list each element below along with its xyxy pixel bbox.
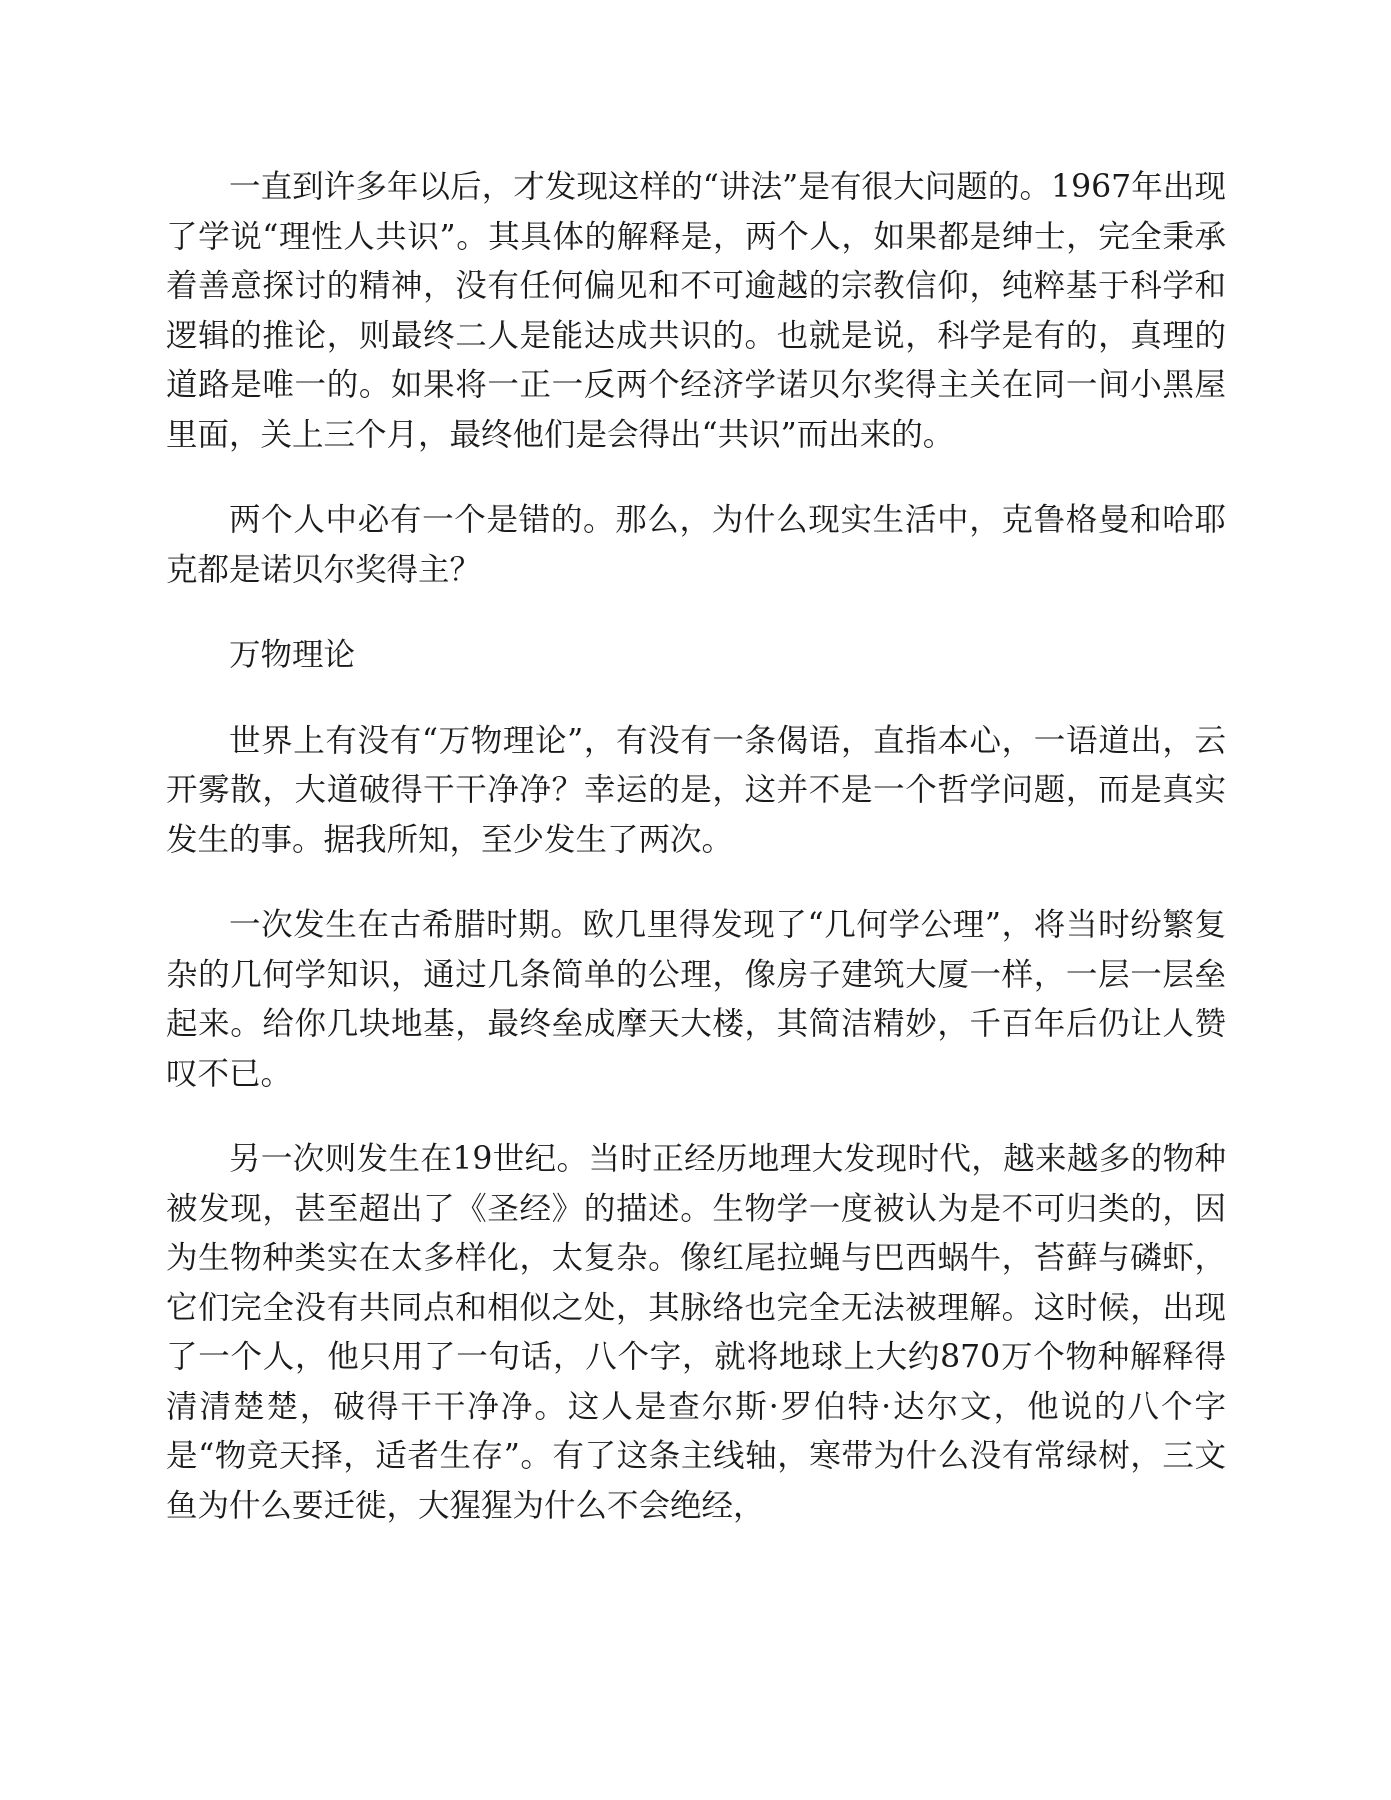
paragraph-nobel-question: 两个人中必有一个是错的。那么，为什么现实生活中，克鲁格曼和哈耶克都是诺贝尔奖得主？ (166, 502, 1226, 588)
paragraph-darwin: 另一次则发生在19世纪。当时正经历地理大发现时代，越来越多的物种被发现，甚至超出了《圣经》的描述。生物学一度被认为是不可归类的，因为生物种类实在太多样化，太复杂。像红尾拉蝇与巴西蜗牛，苔藓与磷虾，它们完全没有共同点和相似之处，其脉络也完全无法被理解。这时候，出现了一个人，他只用了一句话，八个字，就将地球上大约870万个物种解释得清清楚楚，破得干干净净。这人是查尔斯·罗伯特·达尔文，他说的八个字是“物竞天择，适者生存”。有了这条主线轴，寒带为什么没有常绿树，三文鱼为什么要迁徙，大猩猩为什么不会绝经， (166, 1141, 1226, 1524)
paragraph-consensus-theory: 一直到许多年以后，才发现这样的“讲法”是有很大问题的。1967年出现了学说“理性人共识”。其具体的解释是，两个人，如果都是绅士，完全秉承着善意探讨的精神，没有任何偏见和不可逾越的宗教信仰，纯粹基于科学和逻辑的推论，则最终二人是能达成共识的。也就是说，科学是有的，真理的道路是唯一的。如果将一正一反两个经济学诺贝尔奖得主关在同一间小黑屋里面，关上三个月，最终他们是会得出“共识”而出来的。 (166, 169, 1226, 453)
paragraph-theory-of-everything: 世界上有没有“万物理论”，有没有一条偈语，直指本心，一语道出，云开雾散，大道破得干干净净？幸运的是，这并不是一个哲学问题，而是真实发生的事。据我所知，至少发生了两次。 (166, 722, 1226, 858)
paragraph-euclid: 一次发生在古希腊时期。欧几里得发现了“几何学公理”，将当时纷繁复杂的几何学知识，通过几条简单的公理，像房子建筑大厦一样，一层一层垒起来。给你几块地基，最终垒成摩天大楼，其简洁精妙，千百年后仍让人赞叹不已。 (166, 907, 1226, 1092)
section-heading-theory-of-everything: 万物理论 (229, 637, 356, 673)
text-column (166, 163, 1226, 1567)
